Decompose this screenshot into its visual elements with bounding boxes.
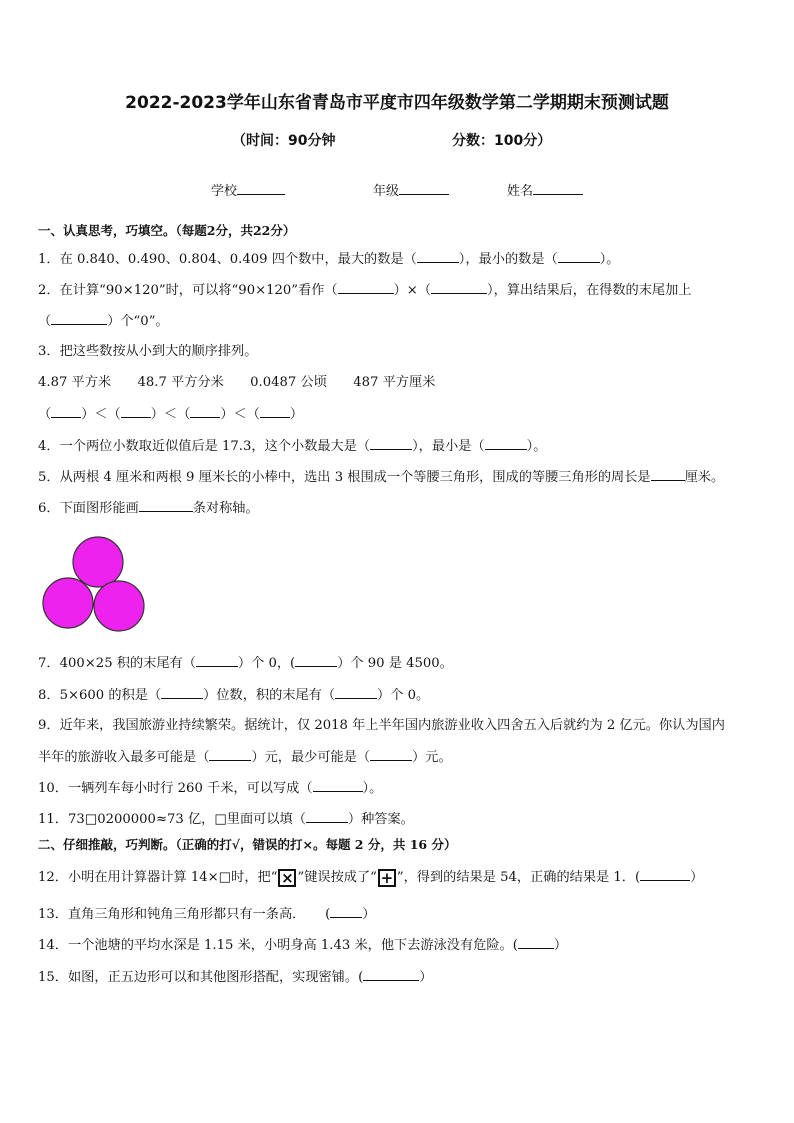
question-6 xyxy=(38,499,259,518)
q11-text-2: ）种答案。 xyxy=(347,812,414,827)
q6-text: 6．下面图形能画 xyxy=(38,501,139,516)
question-4 xyxy=(38,437,546,456)
question-3: 3．把这些数按从小到大的顺序排列。 xyxy=(38,344,258,359)
name-field xyxy=(507,180,583,199)
q1-blank-2[interactable] xyxy=(558,250,600,263)
q5-text: 5．从两根 4 厘米和两根 9 厘米长的小棒中，选出 3 根围成一个等腰三角形，围成的等腰三角形的周长是 xyxy=(38,470,651,485)
circle-bottom-right xyxy=(94,581,144,631)
school-label: 学校 xyxy=(211,184,238,199)
question-2 xyxy=(38,281,691,300)
q6-text-2: 条对称轴。 xyxy=(192,501,259,516)
q10-blank[interactable] xyxy=(313,779,363,792)
school-blank[interactable] xyxy=(237,182,285,195)
q9-blank-2[interactable] xyxy=(370,748,412,761)
q10-text-2: ）。 xyxy=(362,781,383,796)
exam-time: （时间：90分钟 xyxy=(232,133,336,149)
q4-text-2: ），最小是（ xyxy=(412,439,485,454)
question-9-cont xyxy=(38,748,452,767)
question-14 xyxy=(38,936,567,955)
grade-field xyxy=(373,180,449,199)
q7-text: 7．400×25 积的末尾有（ xyxy=(38,656,196,671)
q3-blank-4[interactable] xyxy=(260,405,290,418)
q9-text-4: ）元。 xyxy=(412,750,452,765)
q6-blank[interactable] xyxy=(139,499,193,512)
question-1 xyxy=(38,250,619,269)
school-field xyxy=(211,180,285,199)
q2-text-2: ）×（ xyxy=(393,283,432,298)
question-9: 9．近年来，我国旅游业持续繁荣。据统计，仅 2018 年上半年国内旅游业收入四舍五入后就约为 2 亿元。你认为国内 xyxy=(38,718,725,733)
q7-text-3: ）个 90 是 4500。 xyxy=(337,656,453,671)
name-label: 姓名 xyxy=(507,184,534,199)
name-blank[interactable] xyxy=(533,182,583,195)
q9-text-3: ）元，最少可能是（ xyxy=(251,750,371,765)
q12-blank[interactable] xyxy=(640,868,690,881)
question-11 xyxy=(38,810,414,829)
question-2-cont xyxy=(38,312,169,331)
q12-text-2: ”键误按成了“ xyxy=(297,870,377,885)
q12-text-3: ”，得到的结果是 54，正确的结果是 1．( xyxy=(396,870,641,885)
q8-blank-1[interactable] xyxy=(161,686,203,699)
q3-blank-3[interactable] xyxy=(190,405,220,418)
plus-key-icon: + xyxy=(378,869,396,887)
q2-text-5: ）个“0”。 xyxy=(107,314,169,329)
q3-blank-1[interactable] xyxy=(51,405,81,418)
question-12 xyxy=(38,868,703,887)
question-3-order xyxy=(38,405,303,424)
q4-text: 4．一个两位小数取近似值后是 17.3，这个小数最大是（ xyxy=(38,439,371,454)
q13-blank[interactable] xyxy=(330,905,362,918)
three-circles-figure xyxy=(38,534,150,634)
section-heading-judge: 二、仔细推敲，巧判断。（正确的打√，错误的打×。每题 2 分，共 16 分） xyxy=(38,837,457,852)
multiply-key-icon: × xyxy=(278,869,296,887)
question-15 xyxy=(38,968,432,987)
q2-blank-3[interactable] xyxy=(51,312,107,325)
q15-text: 15．如图，正五边形可以和其他图形搭配，实现密铺。( xyxy=(38,970,364,985)
q8-text-2: ）位数，积的末尾有（ xyxy=(203,688,336,703)
question-13 xyxy=(38,905,375,924)
q11-blank[interactable] xyxy=(306,810,348,823)
q9-blank-1[interactable] xyxy=(209,748,251,761)
q12-text: 12．小明在用计算器计算 14×□时，把“ xyxy=(38,870,278,885)
q7-blank-2[interactable] xyxy=(295,654,337,667)
circle-bottom-left xyxy=(43,578,93,628)
q1-blank-1[interactable] xyxy=(417,250,459,263)
question-7 xyxy=(38,654,453,673)
q13-text-2: ） xyxy=(362,907,376,922)
exam-score: 分数：100分） xyxy=(452,133,552,149)
circle-top xyxy=(73,537,123,587)
q1-text: 1．在 0.840、0.490、0.804、0.409 四个数中，最大的数是（ xyxy=(38,252,417,267)
q7-text-2: ）个 0，( xyxy=(237,656,296,671)
q3-paren: （ xyxy=(38,407,52,422)
q3-blank-2[interactable] xyxy=(121,405,151,418)
q10-text: 10．一辆列车每小时行 260 千米，可以写成（ xyxy=(38,781,313,796)
q9-text-2: 半年的旅游收入最多可能是（ xyxy=(38,750,210,765)
q5-text-2: 厘米。 xyxy=(684,470,725,485)
q8-text-3: ）个 0。 xyxy=(377,688,430,703)
q13-text: 13．直角三角形和钝角三角形都只有一条高． ( xyxy=(38,907,331,922)
q8-text: 8．5×600 的积是（ xyxy=(38,688,162,703)
q4-text-3: ）。 xyxy=(526,439,547,454)
q15-text-2: ） xyxy=(419,970,433,985)
q1-text-2: ），最小的数是（ xyxy=(458,252,558,267)
page-title: 2022-2023学年山东省青岛市平度市四年级数学第二学期期末预测试题 xyxy=(125,93,669,113)
q5-blank[interactable] xyxy=(651,468,685,481)
q2-text-3: ），算出结果后，在得数的末尾加上 xyxy=(487,283,692,298)
question-8 xyxy=(38,686,429,705)
q7-blank-1[interactable] xyxy=(196,654,238,667)
section-heading-fill: 一、认真思考，巧填空。（每题2分，共22分） xyxy=(38,223,296,238)
q2-blank-1[interactable] xyxy=(338,281,394,294)
question-5 xyxy=(38,468,724,487)
q3-lt-1: ）＜（ xyxy=(81,407,121,422)
q3-lt-2: ）＜（ xyxy=(150,407,191,422)
q4-blank-2[interactable] xyxy=(485,437,527,450)
q2-text: 2．在计算“90×120”时，可以将“90×120”看作（ xyxy=(38,283,338,298)
q3-lt-3: ）＜（ xyxy=(220,407,260,422)
question-10 xyxy=(38,779,382,798)
q2-blank-2[interactable] xyxy=(431,281,487,294)
q12-text-4: ） xyxy=(690,870,704,885)
q1-text-3: ）。 xyxy=(599,252,620,267)
q14-text: 14．一个池塘的平均水深是 1.15 米，小明身高 1.43 米，他下去游泳没有危险。( xyxy=(38,938,518,953)
q3-paren-close: ） xyxy=(289,407,304,422)
q14-blank[interactable] xyxy=(518,936,554,949)
q4-blank-1[interactable] xyxy=(370,437,412,450)
grade-label: 年级 xyxy=(373,184,400,199)
q11-text: 11．73□0200000≈73 亿，□里面可以填（ xyxy=(38,812,306,827)
q14-text-2: ） xyxy=(553,938,568,953)
q8-blank-2[interactable] xyxy=(335,686,377,699)
q15-blank[interactable] xyxy=(363,968,419,981)
question-3-values: 4.87 平方米 48.7 平方分米 0.0487 公顷 487 平方厘米 xyxy=(38,375,436,390)
grade-blank[interactable] xyxy=(399,182,449,195)
q2-text-4: （ xyxy=(38,314,52,329)
